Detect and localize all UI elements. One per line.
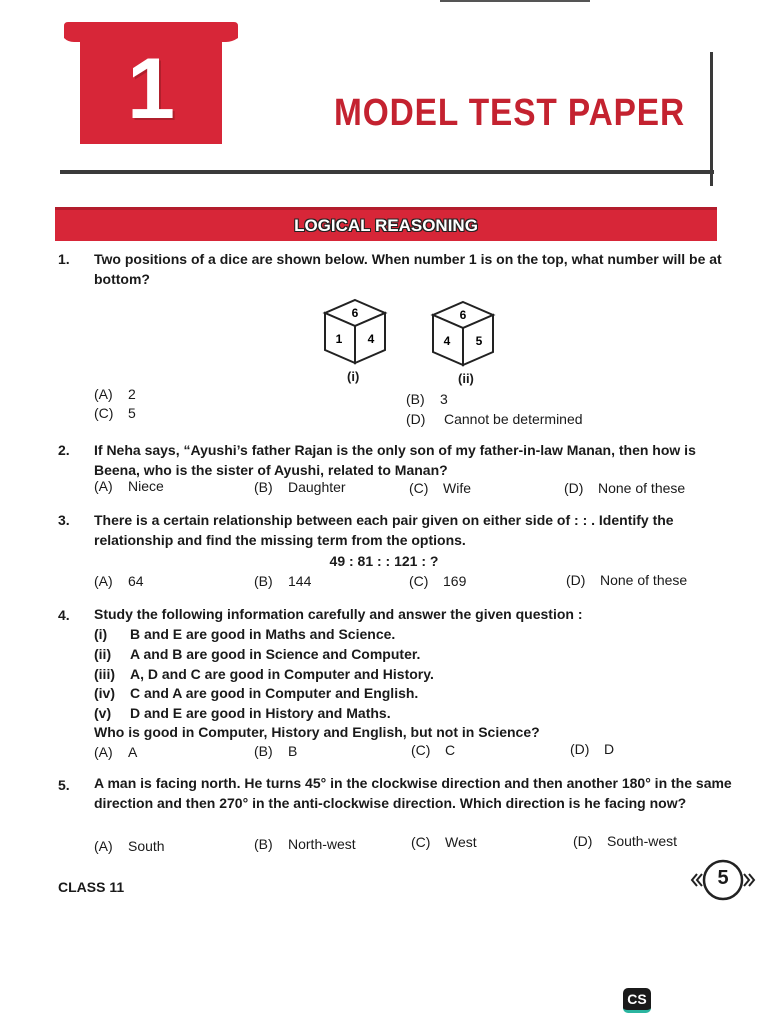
dice-figure-i [322, 297, 388, 367]
header-divider [60, 170, 714, 174]
option-d: (D) None of these [566, 572, 688, 588]
option-b: (B) Daughter [254, 479, 346, 495]
statement-item: (ii) A and B are good in Science and Computer. [94, 646, 421, 662]
option-a: (A) South [94, 838, 165, 854]
question-text: Two positions of a dice are shown below. When number 1 is on the top, what number will be at bottom? [94, 251, 722, 287]
option-d: (D) D [570, 741, 615, 757]
question-number: 5. [58, 777, 70, 793]
option-d: (D) South-west [573, 833, 678, 849]
option-d: (D) Cannot be determined [406, 411, 583, 427]
question-number: 3. [58, 512, 70, 528]
question-text: Study the following information carefully and answer the given question : [94, 606, 583, 622]
statement-item: (i) B and E are good in Maths and Science. [94, 626, 396, 642]
dice-caption: (ii) [458, 371, 474, 386]
header-corner-line [710, 52, 713, 186]
question-text: A man is facing north. He turns 45° in the clockwise direction and then another 180° in the same direction and then 270° in the anti-clockwise direction. Which direction is he facing now? [94, 775, 732, 811]
statement-item: (iii) A, D and C are good in Computer and History. [94, 666, 434, 682]
dice-face-right: 5 [475, 334, 483, 348]
question-number: 1. [58, 251, 70, 267]
question-text: There is a certain relationship between each pair given on either side of : : . Identify the relationship and find the missing term from the options. [94, 512, 674, 548]
option-b: (B) North-west [254, 836, 356, 852]
option-a: (A) 2 [94, 386, 136, 402]
option-a: (A) A [94, 744, 138, 760]
option-c: (C) 169 [409, 573, 467, 589]
dice-face-left: 4 [443, 334, 451, 348]
top-rule [440, 0, 590, 2]
section-banner [55, 207, 717, 241]
option-b: (B) 144 [254, 573, 312, 589]
option-c: (C) West [411, 834, 477, 850]
option-c: (C) Wife [409, 480, 471, 496]
statement-item: (iv) C and A are good in Computer and English. [94, 685, 419, 701]
dice-face-top: 6 [459, 308, 467, 322]
page-number: 5 [717, 867, 729, 889]
section-title: LOGICAL REASONING [294, 216, 478, 235]
option-c: (C) 5 [94, 405, 136, 421]
analogy-equation: 49 : 81 : : 121 : ? [329, 553, 439, 569]
dice-caption: (i) [347, 369, 360, 384]
question-prompt: Who is good in Computer, History and English, but not in Science? [94, 724, 540, 740]
question-number: 4. [58, 607, 70, 623]
dice-face-top: 6 [351, 306, 359, 320]
option-a: (A) Niece [94, 478, 164, 494]
page-number-badge [688, 852, 758, 908]
page-title: MODEL TEST PAPER [334, 92, 685, 134]
chapter-number: 1 [127, 41, 175, 137]
dice-figure-ii [430, 299, 496, 369]
dice-face-right: 4 [367, 332, 375, 346]
option-c: (C) C [411, 742, 456, 758]
dice-face-left: 1 [335, 332, 343, 346]
question-number: 2. [58, 442, 70, 458]
option-d: (D) None of these [564, 480, 686, 496]
statement-item: (v) D and E are good in History and Maths. [94, 705, 391, 721]
scanner-logo: CS [623, 988, 651, 1013]
footer-class-label: CLASS 11 [58, 879, 125, 895]
option-b: (B) 3 [406, 391, 448, 407]
option-b: (B) B [254, 743, 298, 759]
question-text: If Neha says, “Ayushi’s father Rajan is the only son of my father-in-law Manan, then how is Beena, who is the sister of Ayushi, related to Manan? [94, 442, 696, 478]
option-a: (A) 64 [94, 573, 144, 589]
